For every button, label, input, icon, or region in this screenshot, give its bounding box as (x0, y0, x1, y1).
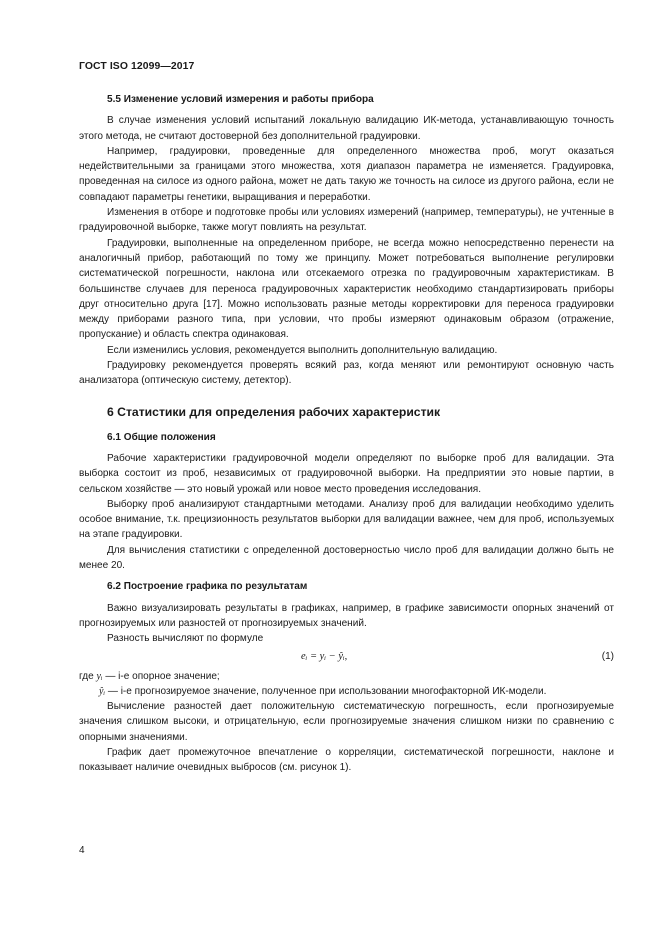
section-6-heading: 6 Статистики для определения рабочих характеристик (107, 404, 441, 419)
paragraph: Выборку проб анализируют стандартными методами. Анализу проб для валидации необходимо уделить особое внимание, т.к. прецизионность результатов выборки для валидации важнее, чем для проб, используемых на этапе градуировки. (79, 498, 614, 541)
paragraph: Изменения в отборе и подготовке пробы или условиях измерений (например, температуры), не учтенные в градуировочной выборке, также могут повлиять на результат. (79, 207, 614, 234)
paragraph: График дает промежуточное впечатление о корреляции, систематической погрешности, наклоне и показывает наличие очевидных выбросов (см. рисунок 1). (79, 746, 614, 774)
paragraph: Для вычисления статистики с определенной достоверностью число проб для валидации должно быть не менее 20. (79, 544, 614, 572)
section-5-5-heading: 5.5 Изменение условий измерения и работы прибора (107, 94, 374, 105)
where-lead: где (79, 670, 97, 682)
paragraph: Градуировки, выполненные на определенном приборе, не всегда можно непосредственно перенести на аналогичный прибор, работающий по тому же принципу. Может потребоваться выполнение регулировки систематической погрешности, наклона или отсекаемого отрезка по градуировочным характеристикам. В большинстве случаев для переноса градуировочных характеристик необходимо стандартизировать приборы друг относительно друга [17]. Можно использовать разные методы корректировки для переноса градуировки между приборами разного типа, при условии, что пробы измеряют одинаковым образом (отражение, пропускание) и область спектра одинаковая. (79, 237, 614, 341)
formula-row (79, 647, 614, 669)
paragraph: В случае изменения условий испытаний локальную валидацию ИК-метода, устанавливающую точность этого метода, не считают достоверной без дополнительной градуировки. (79, 115, 614, 142)
paragraph: Разность вычисляют по формуле (107, 633, 264, 645)
document-body (79, 92, 614, 776)
formula: eᵢ = yᵢ − ŷᵢ, (301, 650, 348, 662)
paragraph: Вычисление разностей дает положительную систематическую погрешность, если прогнозируемые значения слишком высоки, и отрицательную, если прогнозируемые значения слишком низки по сравнению с опорными значениями. (79, 701, 614, 743)
where-symbol: yᵢ (96, 670, 103, 682)
where-line (79, 684, 614, 699)
paragraph: Например, градуировки, проведенные для определенного множества проб, могут оказаться недействительными за границами этого множества, хотя диапазон параметра не изменяется. Градуировка, проведенная на силосе из одного района, может не дать такую же точность на силосе из другого района, если не совпадают параметры генетики, выращивания и переработки. (79, 145, 614, 203)
paragraph: Важно визуализировать результаты в графиках, например, в графике зависимости опорных значений от прогнозируемых или разностей от прогнозируемых значений. (79, 602, 614, 629)
section-6-1-heading: 6.1 Общие положения (107, 431, 216, 443)
paragraph: Градуировку рекомендуется проверять всякий раз, когда меняют или ремонтируют основную часть анализатора (оптическую систему, детектор). (79, 360, 614, 387)
where-symbol: ŷᵢ (99, 685, 106, 697)
section-6-2-heading: 6.2 Построение графика по результатам (107, 581, 308, 593)
paragraph: Если изменились условия, рекомендуется выполнить дополнительную валидацию. (107, 344, 498, 356)
paragraph: Рабочие характеристики градуировочной модели определяют по выборке проб для валидации. Эта выборка состоит из проб, независимых от градуировочной выборки. На предприятии это новые партии, в сельском хозяйстве — это новый урожай или новое место проведения исследования. (79, 452, 614, 495)
document-code: ГОСТ ISO 12099—2017 (79, 61, 195, 72)
where-line (79, 669, 614, 684)
where-text: — i-е опорное значение; (102, 670, 220, 682)
formula-number: (1) (601, 650, 614, 662)
where-text: — i-е прогнозируемое значение, полученное при использовании многофакторной ИК-модели. (105, 685, 547, 697)
page-number: 4 (79, 845, 85, 856)
